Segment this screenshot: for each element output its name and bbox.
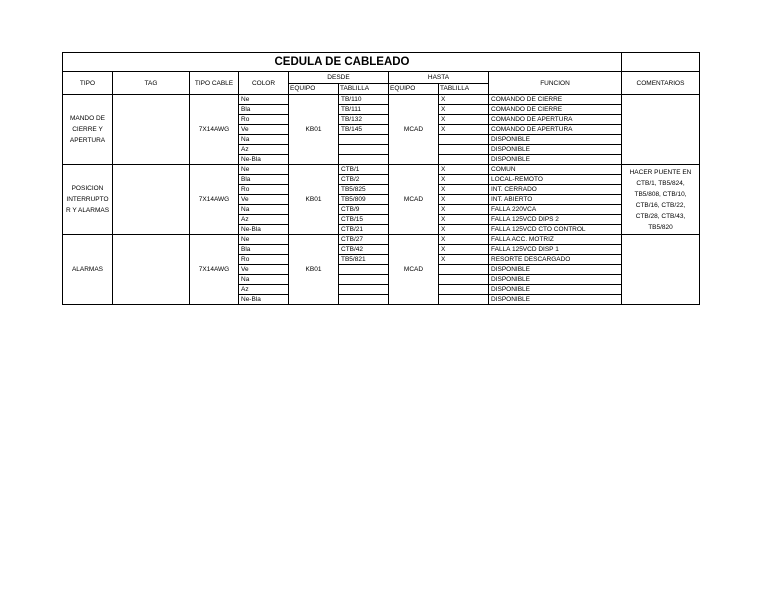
tablilla-hasta-cell: X: [439, 115, 489, 125]
color-cell: Na: [239, 275, 289, 285]
header-tipo-cable: TIPO CABLE: [190, 72, 239, 95]
tablilla-desde-cell: [339, 265, 389, 275]
group-comment-cell: HACER PUENTE EN CTB/1, TB5/824, TB5/808, CTB/10, CTB/16, CTB/22, CTB/28, CTB/43, TB5/820: [622, 165, 700, 235]
header-tablilla-desde: TABLILLA: [339, 83, 389, 95]
funcion-cell: DISPONIBLE: [489, 295, 622, 305]
tablilla-hasta-cell: [439, 275, 489, 285]
funcion-cell: DISPONIBLE: [489, 275, 622, 285]
color-cell: Ne: [239, 235, 289, 245]
group-equipo-desde-cell: KB01: [289, 235, 339, 305]
tablilla-hasta-cell: X: [439, 95, 489, 105]
group-cable-type-cell: 7X14AWG: [190, 235, 239, 305]
color-cell: Ve: [239, 195, 289, 205]
tablilla-hasta-cell: X: [439, 215, 489, 225]
group-equipo-desde-cell: KB01: [289, 165, 339, 235]
group-equipo-hasta-cell: MCAD: [389, 165, 439, 235]
color-cell: Ne: [239, 95, 289, 105]
tablilla-desde-cell: CTB/21: [339, 225, 389, 235]
color-cell: Ne-Bla: [239, 295, 289, 305]
tablilla-hasta-cell: X: [439, 175, 489, 185]
tablilla-hasta-cell: X: [439, 195, 489, 205]
color-cell: Ne-Bla: [239, 225, 289, 235]
funcion-cell: COMANDO DE CIERRE: [489, 105, 622, 115]
funcion-cell: INT. CERRADO: [489, 185, 622, 195]
color-cell: Na: [239, 135, 289, 145]
table-row: [63, 95, 700, 105]
tablilla-hasta-cell: X: [439, 105, 489, 115]
group-tag-cell: [113, 235, 190, 305]
color-cell: Ro: [239, 255, 289, 265]
color-cell: Bla: [239, 175, 289, 185]
tablilla-desde-cell: [339, 155, 389, 165]
tablilla-hasta-cell: [439, 145, 489, 155]
color-cell: Na: [239, 205, 289, 215]
group-cable-type-cell: 7X14AWG: [190, 95, 239, 165]
tablilla-hasta-cell: X: [439, 255, 489, 265]
header-funcion: FUNCION: [489, 72, 622, 95]
funcion-cell: LOCAL-REMOTO: [489, 175, 622, 185]
funcion-cell: COMANDO DE APERTURA: [489, 125, 622, 135]
color-cell: Ve: [239, 265, 289, 275]
tablilla-hasta-cell: X: [439, 125, 489, 135]
table-row: [63, 165, 700, 175]
funcion-cell: COMUN: [489, 165, 622, 175]
funcion-cell: INT. ABIERTO: [489, 195, 622, 205]
tablilla-desde-cell: [339, 295, 389, 305]
color-cell: Ve: [239, 125, 289, 135]
wiring-schedule-table: [62, 52, 700, 305]
header-equipo-desde: EQUIPO: [289, 83, 339, 95]
tablilla-desde-cell: TB/110: [339, 95, 389, 105]
tablilla-desde-cell: TB/111: [339, 105, 389, 115]
header-tablilla-hasta: TABLILLA: [439, 83, 489, 95]
tablilla-desde-cell: CTB/27: [339, 235, 389, 245]
tablilla-desde-cell: TB/145: [339, 125, 389, 135]
header-comentarios: COMENTARIOS: [622, 72, 700, 95]
tablilla-desde-cell: TB/132: [339, 115, 389, 125]
group-cable-type-cell: 7X14AWG: [190, 165, 239, 235]
tablilla-desde-cell: CTB/15: [339, 215, 389, 225]
color-cell: Ne: [239, 165, 289, 175]
header-color: COLOR: [239, 72, 289, 95]
funcion-cell: COMANDO DE CIERRE: [489, 95, 622, 105]
header-tag: TAG: [113, 72, 190, 95]
funcion-cell: FALLA 125VCD CTO CONTROL: [489, 225, 622, 235]
color-cell: Bla: [239, 245, 289, 255]
group-comment-cell: [622, 95, 700, 165]
funcion-cell: DISPONIBLE: [489, 265, 622, 275]
color-cell: Az: [239, 145, 289, 155]
header-desde: DESDE: [289, 72, 389, 84]
funcion-cell: RESORTE DESCARGADO: [489, 255, 622, 265]
group-tag-cell: [113, 165, 190, 235]
tablilla-desde-cell: TB5/821: [339, 255, 389, 265]
sheet-title: CEDULA DE CABLEADO: [63, 53, 622, 72]
tablilla-hasta-cell: X: [439, 165, 489, 175]
tablilla-desde-cell: CTB/1: [339, 165, 389, 175]
tablilla-desde-cell: [339, 285, 389, 295]
tablilla-hasta-cell: X: [439, 225, 489, 235]
group-tag-cell: [113, 95, 190, 165]
funcion-cell: FALLA ACC. MOTRIZ: [489, 235, 622, 245]
tablilla-desde-cell: [339, 275, 389, 285]
tablilla-hasta-cell: [439, 135, 489, 145]
funcion-cell: FALLA 220VCA: [489, 205, 622, 215]
tablilla-hasta-cell: [439, 295, 489, 305]
funcion-cell: DISPONIBLE: [489, 145, 622, 155]
funcion-cell: DISPONIBLE: [489, 155, 622, 165]
table-row: [63, 235, 700, 245]
tablilla-hasta-cell: [439, 265, 489, 275]
group-equipo-desde-cell: KB01: [289, 95, 339, 165]
color-cell: Ne-Bla: [239, 155, 289, 165]
tablilla-desde-cell: CTB/42: [339, 245, 389, 255]
tablilla-desde-cell: TB5/809: [339, 195, 389, 205]
funcion-cell: FALLA 125VCD DISP 1: [489, 245, 622, 255]
funcion-cell: DISPONIBLE: [489, 285, 622, 295]
tablilla-desde-cell: CTB/2: [339, 175, 389, 185]
group-tipo-cell: POSICION INTERRUPTO R Y ALARMAS: [63, 165, 113, 235]
group-equipo-hasta-cell: MCAD: [389, 235, 439, 305]
tablilla-hasta-cell: X: [439, 185, 489, 195]
color-cell: Az: [239, 285, 289, 295]
funcion-cell: COMANDO DE APERTURA: [489, 115, 622, 125]
group-comment-cell: [622, 235, 700, 305]
header-tipo: TIPO: [63, 72, 113, 95]
title-blank-cell: [622, 53, 700, 72]
color-cell: Bla: [239, 105, 289, 115]
tablilla-hasta-cell: X: [439, 235, 489, 245]
tablilla-desde-cell: [339, 135, 389, 145]
tablilla-desde-cell: TB5/825: [339, 185, 389, 195]
header-hasta: HASTA: [389, 72, 489, 84]
color-cell: Ro: [239, 185, 289, 195]
sheet-body: [63, 95, 700, 305]
tablilla-hasta-cell: [439, 285, 489, 295]
tablilla-desde-cell: CTB/9: [339, 205, 389, 215]
tablilla-hasta-cell: [439, 155, 489, 165]
group-tipo-cell: MANDO DE CIERRE Y APERTURA: [63, 95, 113, 165]
tablilla-desde-cell: [339, 145, 389, 155]
group-tipo-cell: ALARMAS: [63, 235, 113, 305]
color-cell: Ro: [239, 115, 289, 125]
tablilla-hasta-cell: X: [439, 245, 489, 255]
funcion-cell: DISPONIBLE: [489, 135, 622, 145]
color-cell: Az: [239, 215, 289, 225]
group-equipo-hasta-cell: MCAD: [389, 95, 439, 165]
header-equipo-hasta: EQUIPO: [389, 83, 439, 95]
funcion-cell: FALLA 125VCD DIPS 2: [489, 215, 622, 225]
tablilla-hasta-cell: X: [439, 205, 489, 215]
